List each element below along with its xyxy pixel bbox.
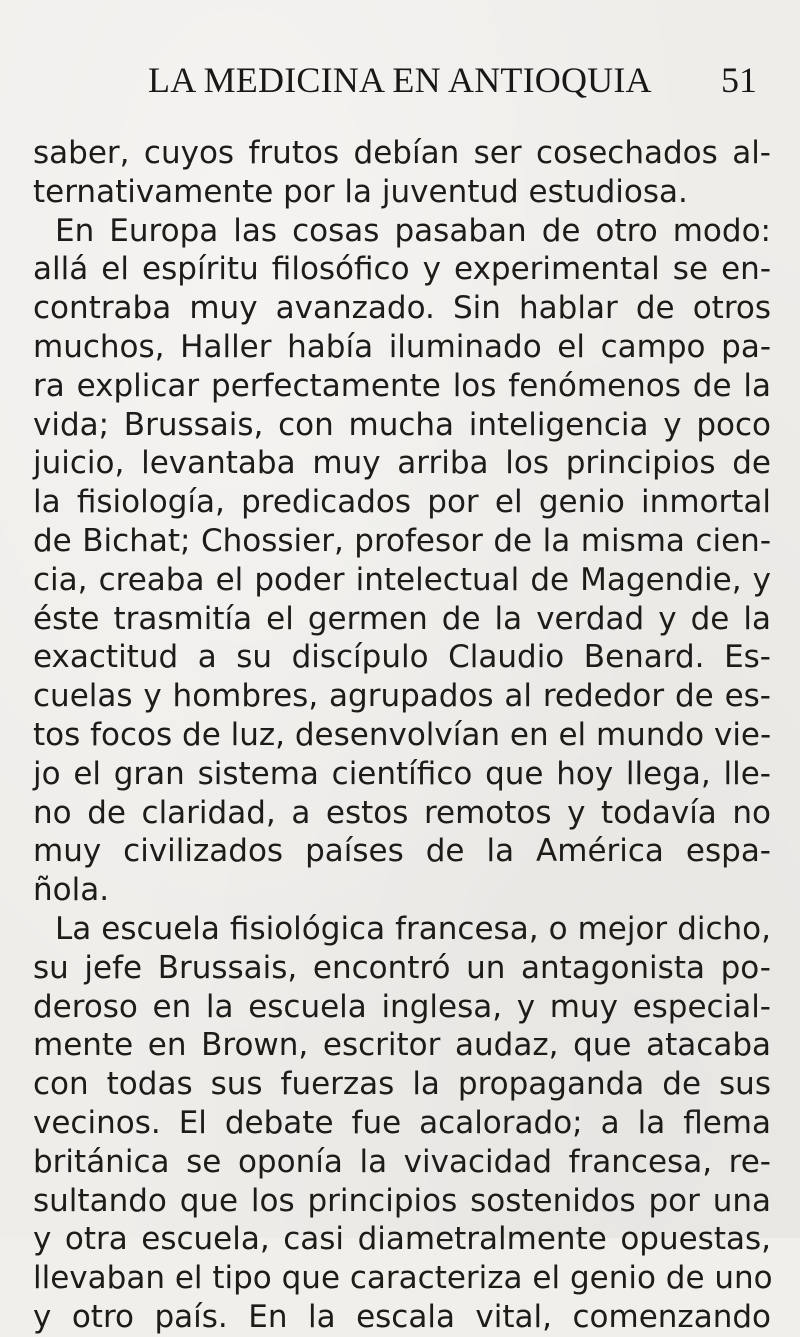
text-line: con todas sus fuerzas la propaganda de sus (33, 1066, 771, 1103)
text-line: mente en Brown, escritor audaz, que atacaba (33, 1027, 771, 1064)
running-title: LA MEDICINA EN ANTIOQUIA (148, 60, 652, 100)
text-line: ternativamente por la juventud estudiosa. (33, 173, 688, 210)
text-line: británica se oponía la vivacidad francesa, re- (33, 1143, 771, 1180)
text-line: muchos, Haller había iluminado el campo pa- (33, 328, 771, 365)
text-line: llevaban el tipo que caracteriza el genio de uno (33, 1260, 773, 1297)
text-line: cia, creaba el poder intelectual de Magendie, y (33, 561, 771, 598)
text-line: juicio, levantaba muy arriba los principios de (33, 445, 771, 482)
text-line: y otro país. En la escala vital, comenzando (33, 1298, 771, 1335)
text-line: ñola. (33, 872, 110, 909)
text-line: tos focos de luz, desenvolvían en el mundo vie- (33, 716, 772, 753)
page-number: 51 (721, 60, 757, 100)
text-line: vecinos. El debate fue acalorado; a la flema (33, 1104, 771, 1141)
text-line: jo el gran sistema científico que hoy llega, lle- (33, 755, 771, 792)
text-line: éste trasmitía el germen de la verdad y de la (33, 600, 771, 637)
text-line: muy civilizados países de la América espa- (33, 833, 771, 870)
text-line: contraba muy avanzado. Sin hablar de otros (33, 290, 771, 327)
paragraph-first-line: En Europa las cosas pasaban de otro modo: (55, 212, 771, 249)
running-head (0, 58, 800, 108)
text-line: la fisiología, predicados por el genio inmortal (33, 484, 771, 521)
body-text (33, 134, 771, 1337)
text-line: deroso en la escuela inglesa, y muy especial- (33, 988, 771, 1025)
paragraph-first-line: La escuela fisiológica francesa, o mejor dicho, (55, 910, 771, 947)
text-line: ra explicar perfectamente los fenómenos de la (33, 367, 771, 404)
text-line: saber, cuyos frutos debían ser cosechados al- (33, 135, 771, 171)
text-line: no de claridad, a estos remotos y todavía no (33, 794, 771, 831)
text-line: y otra escuela, casi diametralmente opuestas, (33, 1221, 771, 1258)
text-line: de Bichat; Chossier, profesor de la misma cien- (33, 522, 771, 559)
text-line: vida; Brussais, con mucha inteligencia y poco (33, 406, 771, 443)
text-line: exactitud a su discípulo Claudio Benard. Es- (33, 639, 771, 676)
text-line: su jefe Brussais, encontró un antagonista po- (33, 949, 771, 986)
text-line: allá el espíritu filosófico y experimental se en- (33, 251, 771, 288)
text-line: sultando que los principios sostenidos por una (33, 1182, 771, 1219)
text-line: cuelas y hombres, agrupados al rededor de es- (33, 678, 771, 715)
